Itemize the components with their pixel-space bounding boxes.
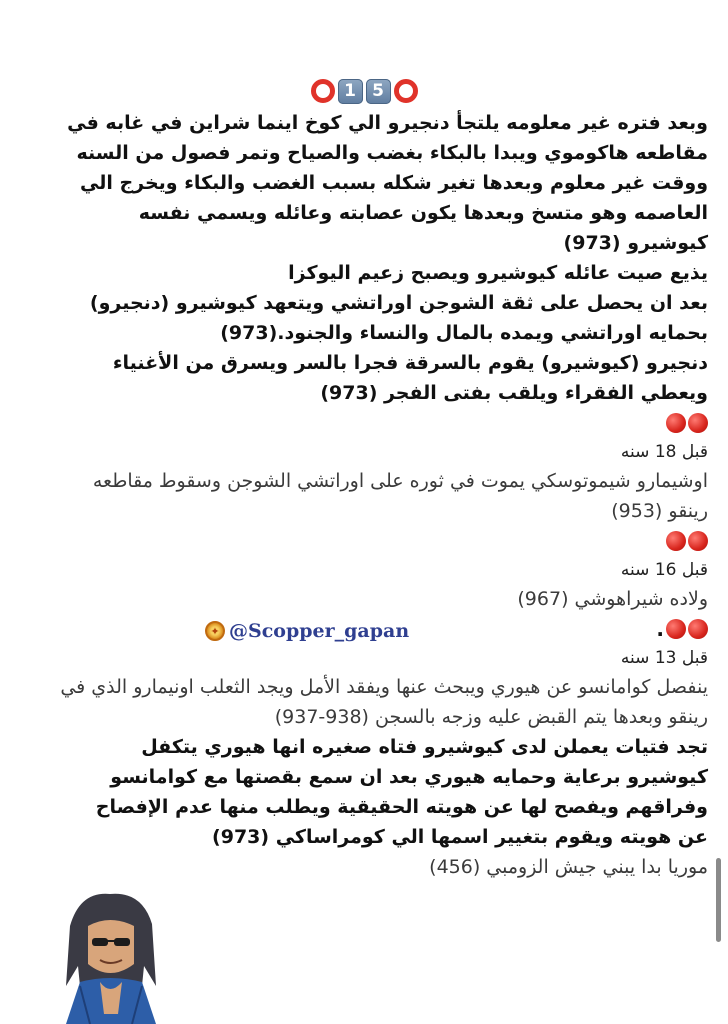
paragraph: ولاده شيراهوشي (967) — [517, 588, 708, 610]
separator-balls — [60, 408, 708, 438]
dot: . — [656, 617, 664, 641]
paragraph: موريا بدا يبني جيش الزومبي (456) — [429, 856, 708, 878]
paragraph: وبعد فتره غير معلومه يلتجأ دنجيرو الي كوخ اينما شراين في غابه في مقاطعه هاكوموي ويبدا بالبكاء بغضب والصياح وتمر فصول من السنه ووقت غير معلوم وبعدها تغير شكله بسبب الغضب والبكاء ويخرج الي العاصمه وهو متسخ وبعدها يكون عصابته وعائله ويسمي نفسه كيوشيرو (973) — [67, 112, 708, 254]
paragraph: بعد ان يحصل على ثقة الشوجن اوراتشي ويتعهد كيوشيرو (دنجيرو) بحمايه اوراتشي ويمده بالمال والنساء والجنود.(973) — [89, 292, 708, 344]
chapter-number-header — [0, 74, 728, 108]
paragraph: يذيع صيت عائله كيوشيرو ويصبح زعيم اليوكزا — [288, 262, 708, 284]
badge-icon: ✦ — [205, 621, 225, 641]
red-circle-icon — [394, 79, 418, 103]
red-ball-icon — [688, 619, 708, 639]
section-header: قبل 16 سنه — [620, 560, 708, 580]
author-handle — [205, 620, 409, 642]
paragraph: دنجيرو (كيوشيرو) يقوم بالسرقة فجرا بالسر ويسرق من الأغنياء ويعطي الفقراء ويلقب بفتى الفجر (973) — [112, 352, 708, 404]
red-ball-icon — [666, 531, 686, 551]
character-avatar — [60, 886, 160, 1024]
keycap-digit-icon: 5 — [366, 79, 391, 104]
red-ball-icon — [688, 531, 708, 551]
red-ball-icon — [666, 619, 686, 639]
character-illustration — [60, 886, 160, 1024]
red-circle-icon — [311, 79, 335, 103]
red-ball-icon — [666, 413, 686, 433]
section-header: قبل 13 سنه — [620, 648, 708, 668]
document-body — [60, 108, 708, 882]
section-header: قبل 18 سنه — [620, 442, 708, 462]
keycap-digit-icon: 1 — [338, 79, 363, 104]
red-ball-icon — [688, 413, 708, 433]
scrollbar[interactable] — [716, 858, 721, 942]
paragraph: اوشيمارو شيموتوسكي يموت في ثوره على اوراتشي الشوجن وسقوط مقاطعه رينقو (953) — [92, 470, 708, 522]
paragraph: تجد فتيات يعملن لدى كيوشيرو فتاه صغيره انها هيوري يتكفل كيوشيرو برعاية وحمايه هيوري بعد ان سمع بقصتها مع كوامانسو وفراقهم ويفصح لها عن هويته الحقيقية ويطلب منها عدم الإفصاح عن هويته ويقوم بتغيير اسمها الي كومراساكي (973) — [95, 736, 708, 848]
handle-text[interactable]: @Scopper_gapan — [229, 620, 410, 642]
separator-balls — [60, 526, 708, 556]
paragraph: ينفصل كوامانسو عن هيوري ويبحث عنها ويفقد الأمل ويجد الثعلب اونيمارو الذي في رينقو وبعدها يتم القبض عليه وزجه بالسجن (938-937) — [60, 676, 708, 728]
